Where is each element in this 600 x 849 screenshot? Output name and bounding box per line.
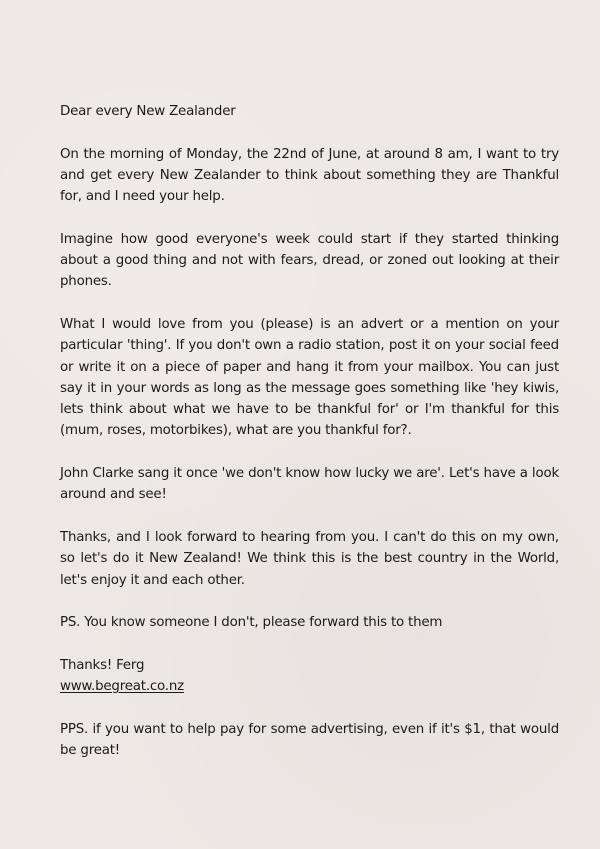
paragraph-intro: On the morning of Monday, the 22nd of June, at around 8 am, I want to try and get every New Zealander to think about something they are Thankful for, and I need your help. [60, 146, 559, 205]
signoff: Thanks! Ferg [60, 657, 145, 673]
greeting: Dear every New Zealander [60, 104, 236, 119]
paragraph-imagine: Imagine how good everyone's week could start if they started thinking about a good thing and not with fears, dread, or zoned out looking at their phones. [60, 231, 559, 290]
letter-body [60, 101, 559, 783]
paragraph-request: What I would love from you (please) is an advert or a mention on your particular 'thing'. If you don't own a radio station, post it on your social feed or write it on a piece of paper and hang it from your mailbox. You can just say it in your words as long as the message goes something like 'hey kiwis, lets think about what we have to be thankful for' or I'm thankful for this (mum, roses, motorbikes), what are you thankful for?. [60, 316, 559, 439]
paragraph-thanks: Thanks, and I look forward to hearing from you. I can't do this on my own, so let's do it New Zealand! We think this is the best country in the World, let's enjoy it and each other. [60, 529, 559, 588]
paragraph-john-clarke: John Clarke sang it once 'we don't know how lucky we are'. Let's have a look around and see! [60, 466, 559, 503]
signoff-block [60, 655, 559, 698]
post-postscript: PPS. if you want to help pay for some advertising, even if it's $1, that would be great! [60, 721, 559, 758]
postscript: PS. You know someone I don't, please forward this to them [60, 615, 443, 631]
website-link[interactable]: www.begreat.co.nz [60, 679, 184, 695]
